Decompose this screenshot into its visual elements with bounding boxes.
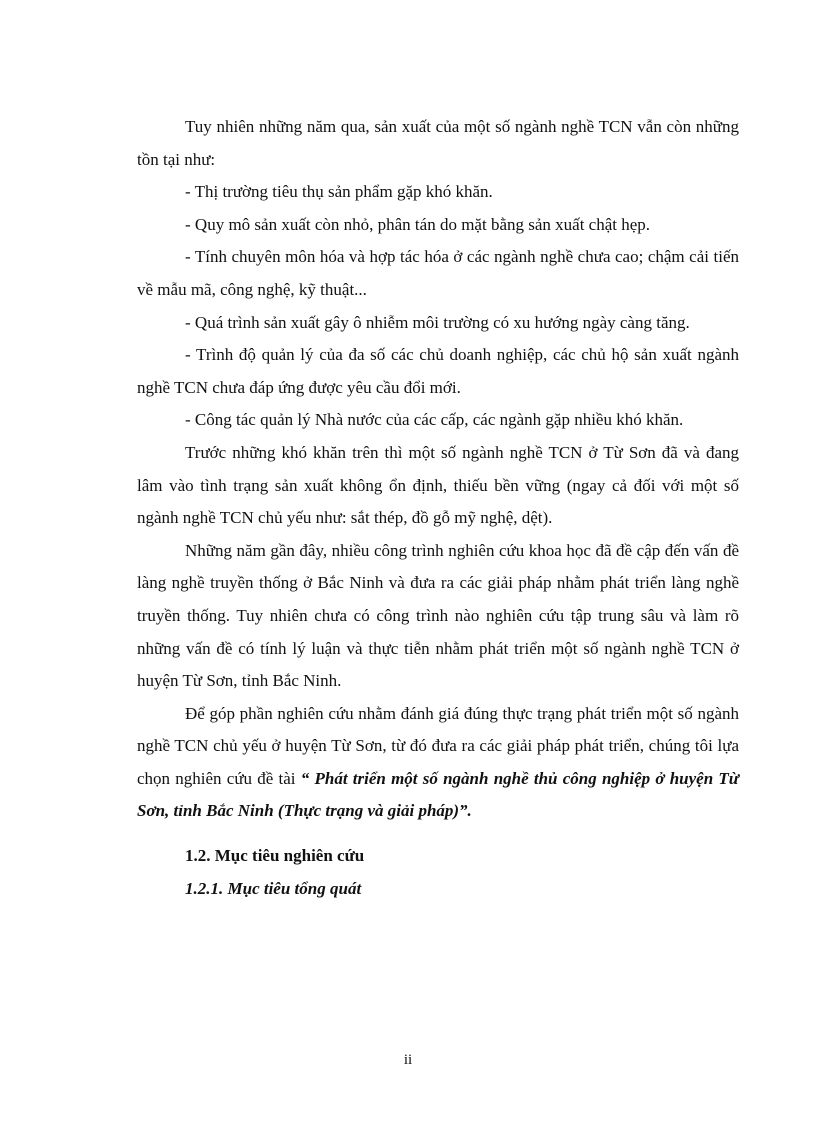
bullet-pollution: - Quá trình sản xuất gây ô nhiễm môi trường có xu hướng ngày càng tăng.	[185, 312, 690, 332]
paragraph-topic-selection	[137, 698, 739, 828]
paragraph-research-gap: Những năm gần đây, nhiều công trình nghiên cứu khoa học đã đề cập đến vấn đề làng nghề truyền thống ở Bắc Ninh và đưa ra các giải pháp nhằm phát triển làng nghề truyền thống. Tuy nhiên chưa có công trình nào nghiên cứu tập trung sâu và làm rõ những vấn đề có tính lý luận và thực tiễn nhằm phát triển một số ngành nghề TCN ở huyện Từ Sơn, tỉnh Bắc Ninh.	[137, 540, 739, 691]
bullet-specialization: - Tính chuyên môn hóa và hợp tác hóa ở các ngành nghề chưa cao; chậm cải tiến về mẫu mã, công nghệ, kỹ thuật...	[137, 247, 739, 299]
bullet-market: - Thị trường tiêu thụ sản phẩm gặp khó khăn.	[185, 182, 493, 202]
bullet-scale: - Quy mô sản xuất còn nhỏ, phân tán do mặt bằng sản xuất chật hẹp.	[185, 214, 651, 234]
bullet-management-level: - Trình độ quản lý của đa số các chủ doanh nghiệp, các chủ hộ sản xuất ngành nghề TCN chưa đáp ứng được yêu cầu đổi mới.	[137, 345, 739, 397]
topic-title: “ Phát triển một số ngành nghề thủ công nghiệp ở huyện Từ Sơn, tỉnh Bắc Ninh (Thực trạng và giải pháp)”.	[137, 768, 739, 821]
paragraph-difficulties: Trước những khó khăn trên thì một số ngành nghề TCN ở Từ Sơn đã và đang lâm vào tình trạng sản xuất không ổn định, thiếu bền vững (ngay cả đối với một số ngành nghề TCN chủ yếu như: sắt thép, đồ gỗ mỹ nghệ, dệt).	[137, 442, 739, 528]
topic-lead-text: Để góp phần nghiên cứu nhằm đánh giá đúng thực trạng phát triển một số ngành nghề TCN chủ yếu ở huyện Từ Sơn, từ đó đưa ra các giải pháp phát triển, chúng tôi lựa chọn nghiên cứu đề tài	[137, 703, 739, 788]
subsection-heading: 1.2.1. Mục tiêu tổng quát	[185, 878, 362, 898]
bullet-state-management: - Công tác quản lý Nhà nước của các cấp, các ngành gặp nhiều khó khăn.	[185, 410, 684, 430]
paragraph-intro: Tuy nhiên những năm qua, sản xuất của một số ngành nghề TCN vẫn còn những tồn tại như:	[137, 117, 739, 169]
section-heading: 1.2. Mục tiêu nghiên cứu	[185, 846, 365, 866]
page-number: ii	[403, 1052, 413, 1068]
body-text	[137, 111, 739, 905]
